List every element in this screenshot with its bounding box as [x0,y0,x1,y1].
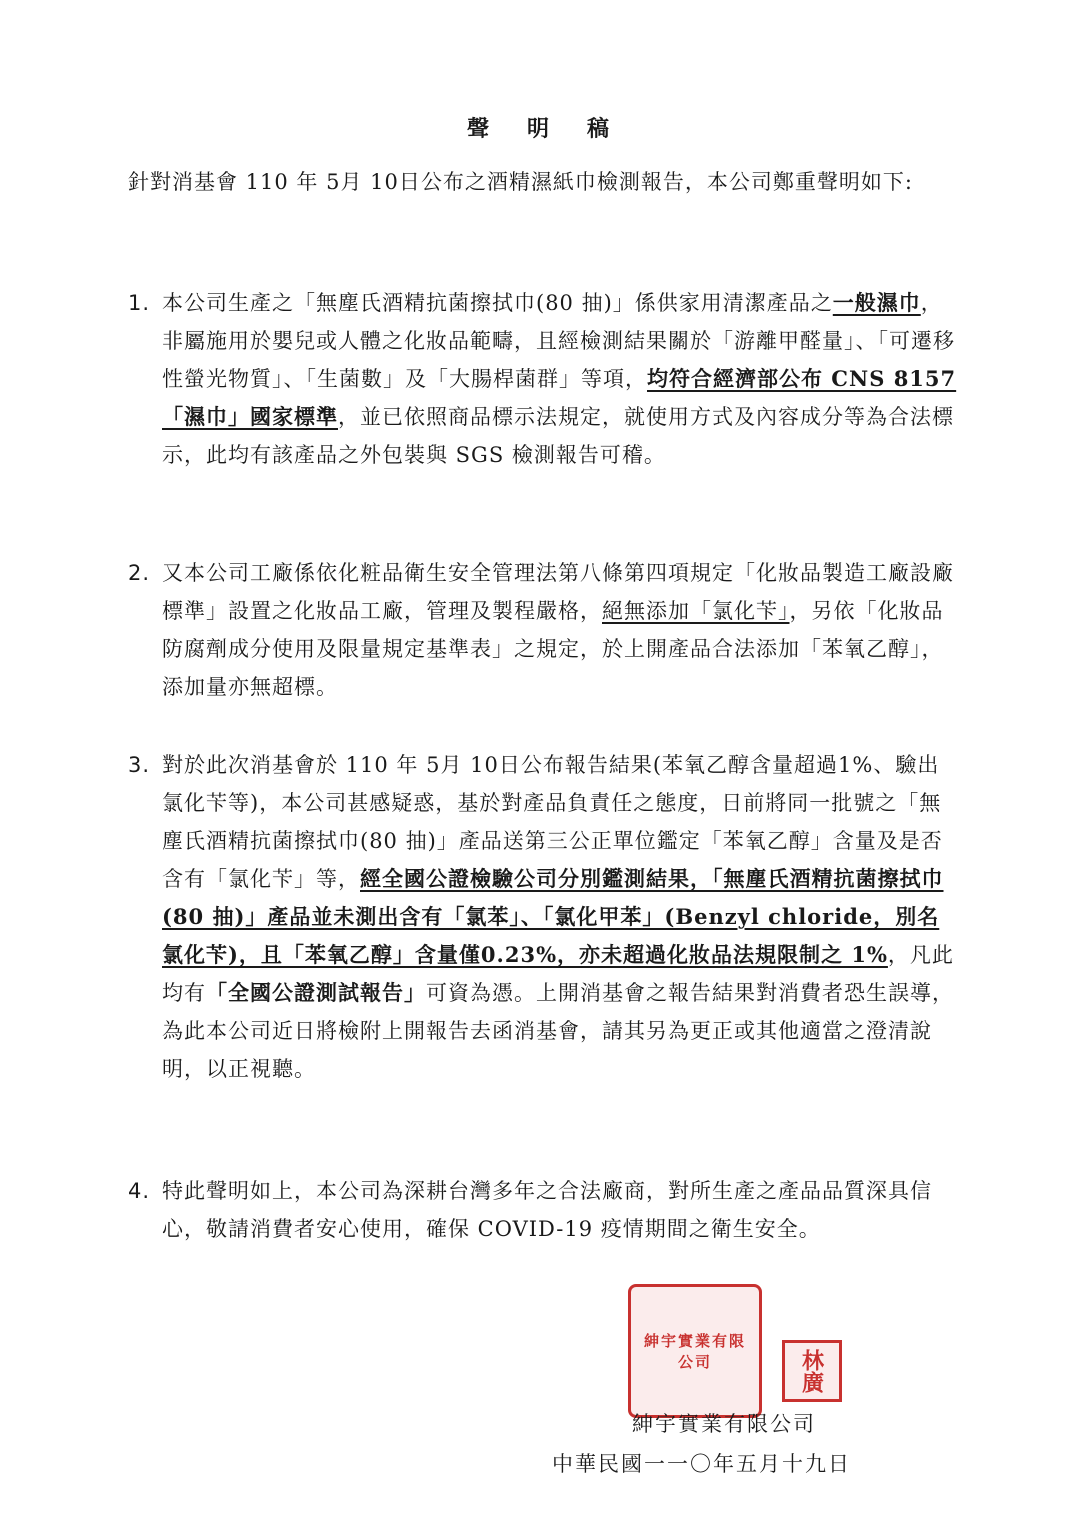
item-segment: ，非屬施用於嬰兒或人體之化妝品範疇，且經檢測結果關於「游離甲醛量」、「可遷移性螢光物質」、「生菌數」及「大腸桿菌群」等項， [162,291,955,391]
item-segment: ，另依「化妝品防腐劑成分使用及限量規定基準表」之規定，於上開產品合法添加「苯氧乙醇」，添加量亦無超標。 [162,599,944,699]
seal-characters: 紳宇實業有限公司 [643,1331,746,1371]
item-segment: 特此聲明如上，本公司為深耕台灣多年之合法廠商，對所生產之產品品質深具信心，敬請消費者安心使用，確保 COVID-19 疫情期間之衛生安全。 [162,1179,932,1241]
intro-paragraph: 針對消基會 110 年 5月 10日公布之酒精濕紙巾檢測報告，本公司鄭重聲明如下: [128,170,913,194]
item-segment: 本公司生產之「無塵氏酒精抗菌擦拭巾(80 抽)」係供家用清潔產品之 [162,291,833,315]
item-number: 3. [128,753,151,777]
item-text [162,554,958,706]
item-text [162,746,958,1088]
item-segment-bold: 「全國公證測試報告」 [206,980,426,1005]
item-number: 1. [128,291,151,315]
item-segment: ，並已依照商品標示法規定，就使用方式及內容成分等為合法標示，此均有該產品之外包裝與 SGS 檢測報告可稽。 [162,405,954,467]
item-segment: ，凡此均有 [162,943,954,1005]
item-text [162,284,958,474]
representative-seal-text [788,1346,836,1396]
list-item-2 [128,554,958,706]
document-date: 中華民國一一〇年五月十九日 [552,1452,851,1476]
item-segment: 可資為憑。上開消基會之報告結果對消費者恐生誤導，為此本公司近日將檢附上開報告去函消基會，請其另為更正或其他適當之澄清說明，以正視聽。 [162,981,954,1081]
item-segment-underline: 絕無添加「氯化苄」 [602,599,790,623]
item-segment-emphasis: 一般濕巾 [832,290,921,315]
seal-characters: 林廣 [798,1349,825,1393]
item-number: 2. [128,561,151,585]
list-item-4 [128,1172,958,1248]
item-segment: 對於此次消基會於 110 年 5月 10日公布報告結果(苯氧乙醇含量超過1%、驗出氯化苄等)，本公司甚感疑惑，基於對產品負責任之態度，日前將同一批號之「無塵氏酒精抗菌擦拭巾(80 抽)」產品送第三公正單位鑑定「苯氧乙醇」含量及是否含有「氯化苄」等， [162,753,943,891]
item-text [162,1172,958,1248]
list-item-3 [128,746,958,1088]
company-seal-text [639,1295,751,1407]
document-title: 聲明稿 [466,116,647,142]
item-number: 4. [128,1179,151,1203]
list-item-1 [128,284,958,474]
company-seal [628,1284,762,1418]
item-segment: 又本公司工廠係依化粧品衛生安全管理法第八條第四項規定「化妝品製造工廠設廠標準」設置之化妝品工廠，管理及製程嚴格， [162,561,954,623]
item-segment-emphasis: 均符合經濟部公布 CNS 8157「濕巾」國家標準 [162,366,957,429]
company-name: 紳宇實業有限公司 [632,1412,816,1436]
representative-seal [782,1340,842,1402]
item-segment-emphasis: 經全國公證檢驗公司分別鑑測結果，「無塵氏酒精抗菌擦拭巾(80 抽)」產品並未測出含有「氯苯」、「氯化甲苯」(Benzyl chloride，別名氯化苄)，且「苯氧乙醇」含量僅0.23%，亦未超過化妝品法規限制之 1% [162,866,944,967]
